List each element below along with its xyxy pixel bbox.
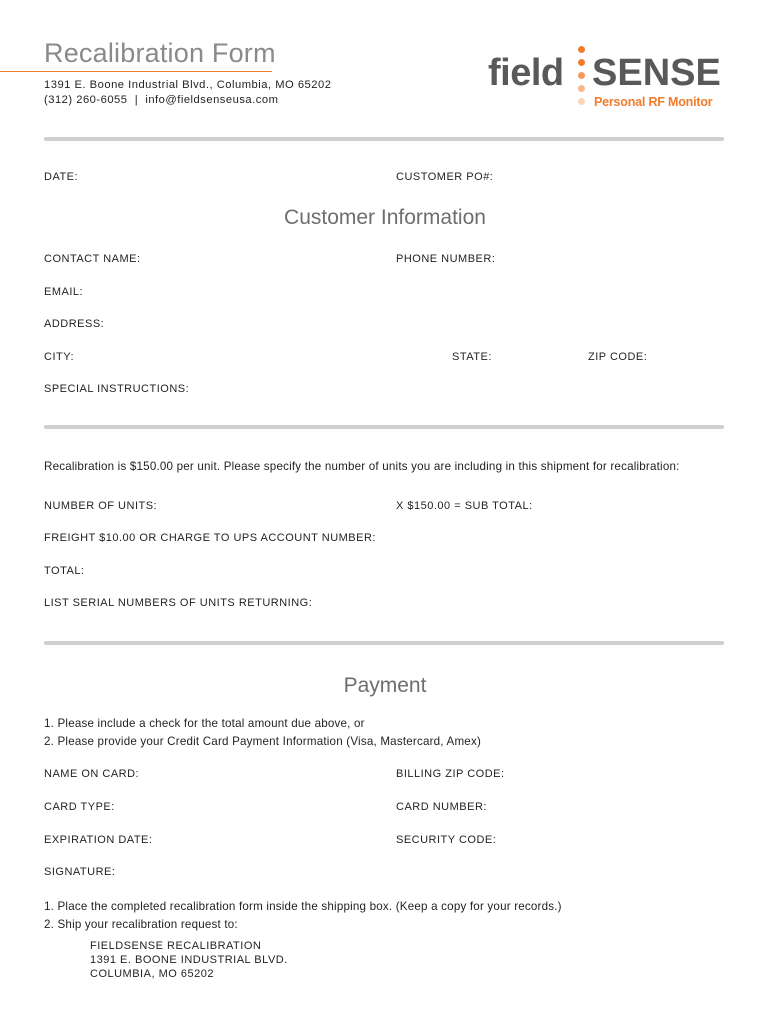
total-field[interactable] — [44, 565, 85, 577]
payment-heading: Payment — [343, 674, 427, 697]
zip-code-label: ZIP CODE: — [588, 351, 648, 363]
logo-dot — [578, 85, 585, 92]
expiration-date-field[interactable] — [44, 834, 152, 846]
expiration-date-label: EXPIRATION DATE: — [44, 834, 153, 846]
shipping-address-line: COLUMBIA, MO 65202 — [90, 968, 214, 980]
address-label: ADDRESS: — [44, 318, 105, 330]
customer-information-heading: Customer Information — [284, 206, 486, 229]
serial-numbers-field[interactable] — [44, 597, 312, 609]
city-label: CITY: — [44, 351, 75, 363]
logo-dots-icon — [577, 46, 589, 108]
security-code-label: SECURITY CODE: — [396, 834, 497, 846]
serial-numbers-label: LIST SERIAL NUMBERS OF UNITS RETURNING: — [44, 597, 313, 609]
card-number-label: CARD NUMBER: — [396, 801, 487, 813]
total-label: TOTAL: — [44, 565, 85, 577]
email-label: EMAIL: — [44, 286, 84, 298]
payment-instruction-check: 1. Please include a check for the total amount due above, or — [44, 717, 365, 730]
customer-po-field[interactable] — [396, 171, 493, 183]
logo-field-text: field — [488, 52, 564, 94]
customer-po-label: CUSTOMER PO#: — [396, 171, 494, 183]
payment-instructions — [44, 715, 481, 751]
shipping-step-1: 1. Place the completed recalibration form inside the shipping box. (Keep a copy for your records.) — [44, 900, 562, 913]
title-underline — [0, 71, 272, 72]
card-number-field[interactable] — [396, 801, 487, 813]
section-divider — [44, 641, 724, 645]
date-field[interactable] — [44, 171, 78, 183]
phone-number-field[interactable] — [396, 253, 495, 265]
billing-zip-field[interactable] — [396, 768, 505, 780]
contact-name-field[interactable] — [44, 253, 141, 265]
company-address: 1391 E. Boone Industrial Blvd., Columbia, MO 65202 — [44, 79, 332, 91]
form-title: Recalibration Form — [44, 38, 276, 68]
card-type-label: CARD TYPE: — [44, 801, 115, 813]
contact-name-label: CONTACT NAME: — [44, 253, 141, 265]
logo-sense-text: SENSE — [592, 52, 721, 94]
section-divider — [44, 425, 724, 429]
section-divider — [44, 137, 724, 141]
number-of-units-field[interactable] — [44, 500, 157, 512]
number-of-units-label: NUMBER OF UNITS: — [44, 500, 158, 512]
special-instructions-field[interactable] — [44, 383, 189, 395]
company-contact: (312) 260-6055 | info@fieldsenseusa.com — [44, 94, 279, 106]
signature-field[interactable] — [44, 866, 115, 878]
email-field[interactable] — [44, 286, 83, 298]
address-field[interactable] — [44, 318, 104, 330]
shipping-step-2: 2. Ship your recalibration request to: — [44, 918, 238, 931]
company-address-block — [44, 78, 331, 108]
state-field[interactable] — [452, 351, 492, 363]
card-type-field[interactable] — [44, 801, 115, 813]
logo-dot — [578, 46, 585, 53]
shipping-address-line: FIELDSENSE RECALIBRATION — [90, 940, 262, 952]
shipping-instructions — [44, 898, 562, 934]
freight-field[interactable] — [44, 532, 376, 544]
billing-zip-label: BILLING ZIP CODE: — [396, 768, 505, 780]
signature-label: SIGNATURE: — [44, 866, 116, 878]
city-field[interactable] — [44, 351, 74, 363]
date-label: DATE: — [44, 171, 79, 183]
name-on-card-label: NAME ON CARD: — [44, 768, 140, 780]
name-on-card-field[interactable] — [44, 768, 139, 780]
payment-instruction-card: 2. Please provide your Credit Card Payment Information (Visa, Mastercard, Amex) — [44, 735, 482, 748]
phone-number-label: PHONE NUMBER: — [396, 253, 496, 265]
shipping-address — [90, 939, 288, 981]
state-label: STATE: — [452, 351, 492, 363]
freight-label: FREIGHT $10.00 OR CHARGE TO UPS ACCOUNT NUMBER: — [44, 532, 376, 544]
special-instructions-label: SPECIAL INSTRUCTIONS: — [44, 383, 190, 395]
zip-code-field[interactable] — [588, 351, 647, 363]
logo-dot — [578, 59, 585, 66]
shipping-address-line: 1391 E. BOONE INDUSTRIAL BLVD. — [90, 954, 288, 966]
recalibration-price-note: Recalibration is $150.00 per unit. Please specify the number of units you are including in this shipment for recalibration: — [44, 460, 680, 473]
logo-tagline: Personal RF Monitor — [594, 95, 713, 109]
sub-total-label: X $150.00 = SUB TOTAL: — [396, 500, 533, 512]
logo-dot — [578, 98, 585, 105]
fieldsense-logo — [488, 44, 738, 114]
logo-dot — [578, 72, 585, 79]
security-code-field[interactable] — [396, 834, 496, 846]
sub-total-field[interactable] — [396, 500, 533, 512]
